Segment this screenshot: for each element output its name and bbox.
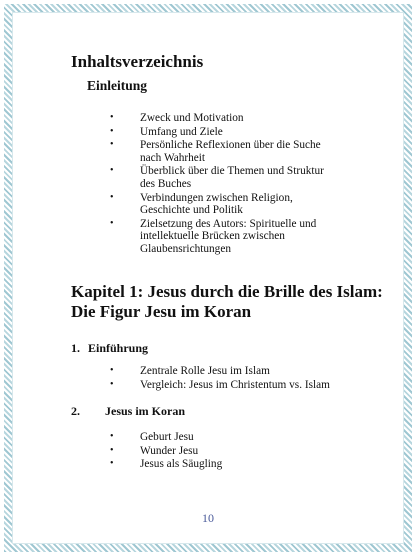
bullet-icon: • — [110, 365, 114, 376]
intro-heading: Einleitung — [87, 78, 148, 93]
bullet-icon: • — [110, 112, 114, 123]
section-1-list — [110, 365, 380, 392]
toc-title: Inhaltsverzeichnis — [71, 52, 204, 71]
list-item: • Überblick über die Themen und Struktur des Buches — [110, 165, 324, 190]
bullet-icon: • — [110, 165, 114, 177]
intro-list — [110, 112, 340, 257]
list-item: • Geburt Jesu — [110, 431, 194, 443]
list-item: • Wunder Jesu — [110, 444, 199, 457]
bullet-icon: • — [110, 191, 114, 203]
bullet-icon: • — [110, 378, 114, 390]
bullet-icon: • — [110, 444, 114, 456]
section-number: 1. — [71, 341, 80, 355]
list-item: • Persönliche Reflexionen über die Suche nach Wahrheit — [110, 139, 321, 164]
list-item: • Zweck und Motivation — [110, 112, 244, 124]
section-title: Jesus im Koran — [105, 404, 186, 418]
bullet-icon: • — [110, 139, 114, 151]
list-item: • Verbindungen zwischen Religion, Geschichte und Politik — [110, 191, 293, 217]
chapter-title: Kapitel 1: Jesus durch die Brille des Islam: Die Figur Jesu im Koran — [71, 282, 383, 321]
section-title: Einführung — [88, 341, 149, 355]
bullet-icon: • — [110, 217, 114, 229]
bullet-icon: • — [110, 431, 114, 442]
page-number: 10 — [202, 511, 214, 525]
bullet-icon: • — [110, 125, 114, 137]
section-2-list — [110, 431, 340, 472]
list-item: • Umfang und Ziele — [110, 125, 223, 138]
section-number: 2. — [71, 404, 80, 418]
list-item: • Jesus als Säugling — [110, 458, 223, 471]
list-item: • Vergleich: Jesus im Christentum vs. Islam — [110, 378, 330, 391]
list-item: • Zentrale Rolle Jesu im Islam — [110, 365, 270, 377]
bullet-icon: • — [110, 458, 114, 470]
list-item: • Zielsetzung des Autors: Spirituelle und intellektuelle Brücken zwischen Glaubensrichtungen — [110, 217, 317, 255]
